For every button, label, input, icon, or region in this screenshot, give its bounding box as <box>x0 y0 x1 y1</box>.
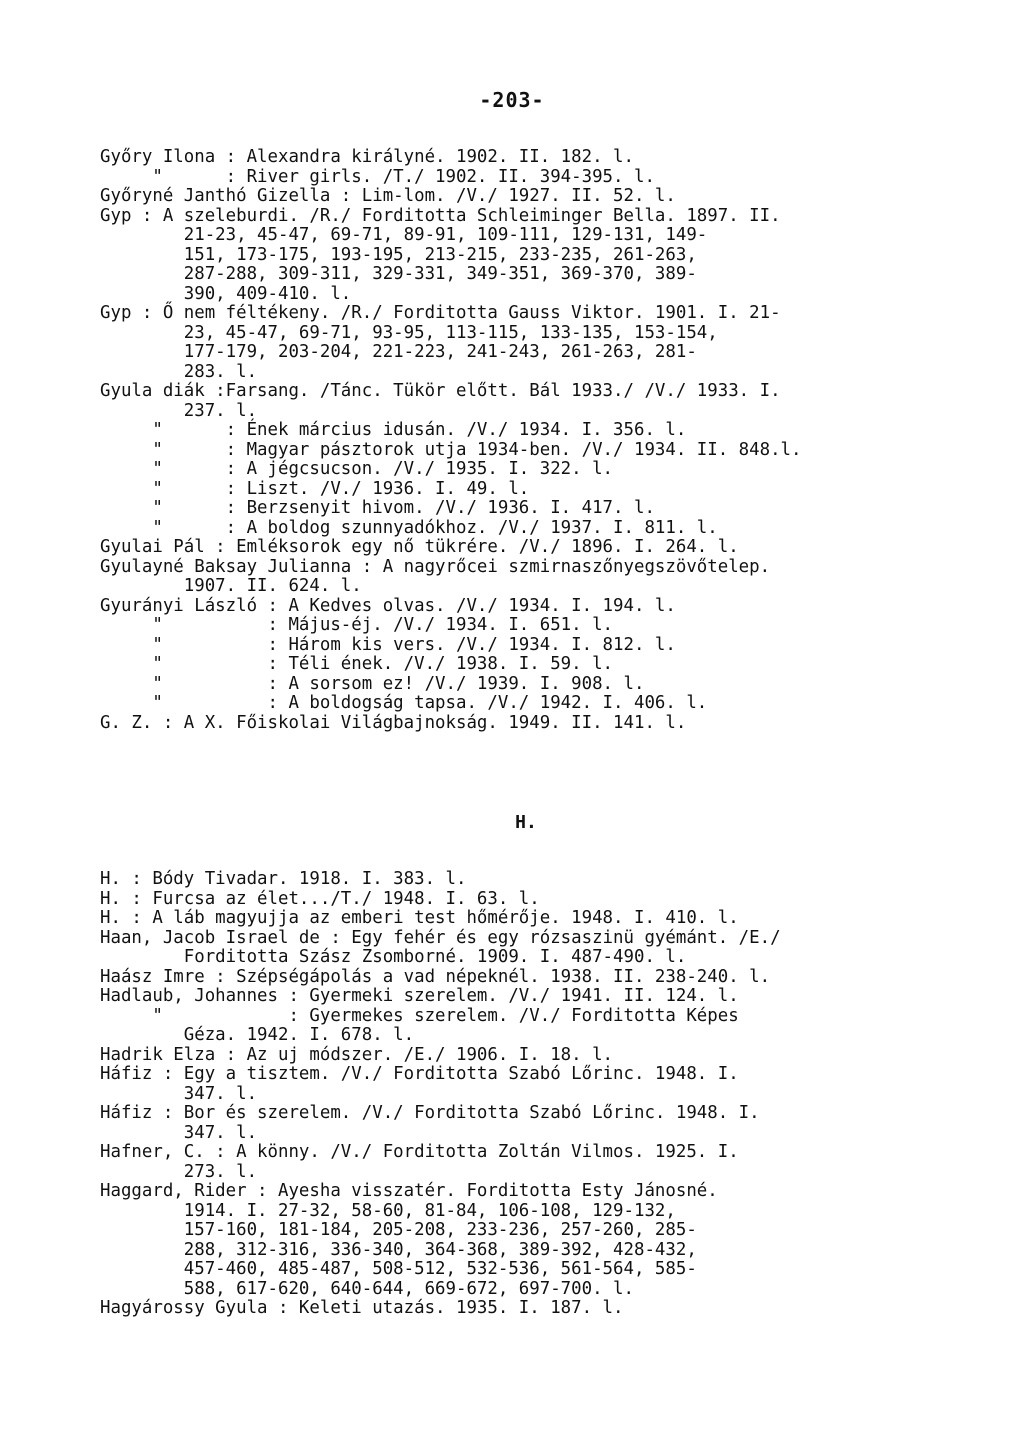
bibliography-line: Hadlaub, Johannes : Gyermeki szerelem. /V./ 1941. II. 124. l. <box>100 986 739 1006</box>
bibliography-line: 151, 173-175, 193-195, 213-215, 233-235, 261-263, <box>100 244 697 265</box>
bibliography-line: " : Berzsenyit hivom. /V./ 1936. I. 417. l. <box>100 498 655 518</box>
bibliography-line: 23, 45-47, 69-71, 93-95, 113-115, 133-135, 153-154, <box>100 322 718 343</box>
bibliography-line: 157-160, 181-184, 205-208, 233-236, 257-260, 285- <box>100 1220 697 1240</box>
bibliography-line: 588, 617-620, 640-644, 669-672, 697-700. l. <box>100 1278 634 1299</box>
bibliography-line: Hagyárossy Gyula : Keleti utazás. 1935. I. 187. l. <box>100 1298 624 1318</box>
bibliography-line: 347. l. <box>100 1122 258 1143</box>
bibliography-line: Háfiz : Bor és szerelem. /V./ Forditotta Szabó Lőrinc. 1948. I. <box>100 1103 760 1123</box>
bibliography-line: H. : Furcsa az élet.../T./ 1948. I. 63. l. <box>100 888 540 909</box>
section-heading-h: H. <box>515 812 537 833</box>
bibliography-line: 347. l. <box>100 1083 258 1104</box>
bibliography-line: Győry Ilona : Alexandra királyné. 1902. II. 182. l. <box>100 147 634 167</box>
bibliography-line: " : A sorsom ez! /V./ 1939. I. 908. l. <box>100 673 645 694</box>
entries-h-section <box>100 870 1000 1319</box>
bibliography-line: 21-23, 45-47, 69-71, 89-91, 109-111, 129-131, 149- <box>100 225 708 245</box>
bibliography-line: 1914. I. 27-32, 58-60, 81-84, 106-108, 129-132, <box>100 1200 676 1221</box>
bibliography-line: " : Magyar pásztorok utja 1934-ben. /V./ 1934. II. 848.l. <box>100 439 802 460</box>
bibliography-line: G. Z. : A X. Főiskolai Világbajnokság. 1949. II. 141. l. <box>100 712 687 733</box>
bibliography-line: Gyula diák :Farsang. /Tánc. Tükör előtt. Bál 1933./ /V./ 1933. I. <box>100 381 781 401</box>
bibliography-line: Haggard, Rider : Ayesha visszatér. Forditotta Esty Jánosné. <box>100 1181 718 1201</box>
bibliography-line: " : A jégcsucson. /V./ 1935. I. 322. l. <box>100 459 614 479</box>
bibliography-line: Gyulai Pál : Emléksorok egy nő tükrére. /V./ 1896. I. 264. l. <box>100 537 739 557</box>
bibliography-line: H. : Bódy Tivadar. 1918. I. 383. l. <box>100 869 467 889</box>
bibliography-line: " : Gyermekes szerelem. /V./ Forditotta Képes <box>100 1005 739 1026</box>
bibliography-line: 288, 312-316, 336-340, 364-368, 389-392, 428-432, <box>100 1239 697 1260</box>
bibliography-line: Háfiz : Egy a tisztem. /V./ Forditotta Szabó Lőrinc. 1948. I. <box>100 1064 739 1084</box>
entries-gy-section <box>100 148 1000 733</box>
bibliography-line: " : Téli ének. /V./ 1938. I. 59. l. <box>100 654 614 674</box>
bibliography-line: Gyp : A szeleburdi. /R./ Forditotta Schleiminger Bella. 1897. II. <box>100 205 781 226</box>
bibliography-line: Győryné Janthó Gizella : Lim-lom. /V./ 1927. II. 52. l. <box>100 186 676 206</box>
bibliography-line: Forditotta Szász Zsomborné. 1909. I. 487-490. l. <box>100 947 687 967</box>
bibliography-line: Gyulayné Baksay Julianna : A nagyrőcei szmirnaszőnyegszövőtelep. <box>100 556 771 577</box>
bibliography-line: 273. l. <box>100 1161 258 1182</box>
bibliography-line: 283. l. <box>100 361 258 382</box>
bibliography-line: Hafner, C. : A könny. /V./ Forditotta Zoltán Vilmos. 1925. I. <box>100 1142 739 1162</box>
bibliography-line: Géza. 1942. I. 678. l. <box>100 1025 415 1045</box>
bibliography-line: " : A boldog szunnyadókhoz. /V./ 1937. I. 811. l. <box>100 517 718 538</box>
bibliography-line: Gyp : Ő nem féltékeny. /R./ Forditotta Gauss Viktor. 1901. I. 21- <box>100 303 781 323</box>
bibliography-line: 457-460, 485-487, 508-512, 532-536, 561-564, 585- <box>100 1259 697 1279</box>
bibliography-line: Haan, Jacob Israel de : Egy fehér és egy rózsaszinü gyémánt. /E./ <box>100 927 781 948</box>
bibliography-line: " : Három kis vers. /V./ 1934. I. 812. l. <box>100 634 676 655</box>
bibliography-line: H. : A láb magyujja az emberi test hőmérője. 1948. I. 410. l. <box>100 908 739 928</box>
bibliography-line: " : Liszt. /V./ 1936. I. 49. l. <box>100 478 530 499</box>
bibliography-line: Hadrik Elza : Az uj módszer. /E./ 1906. I. 18. l. <box>100 1044 614 1065</box>
bibliography-line: 177-179, 203-204, 221-223, 241-243, 261-263, 281- <box>100 342 697 362</box>
bibliography-line: 390, 409-410. l. <box>100 283 352 304</box>
bibliography-line: " : A boldogság tapsa. /V./ 1942. I. 406. l. <box>100 693 708 713</box>
bibliography-line: " : Ének március idusán. /V./ 1934. I. 356. l. <box>100 420 687 440</box>
page-number: -203- <box>479 88 545 112</box>
bibliography-line: " : Május-éj. /V./ 1934. I. 651. l. <box>100 615 614 635</box>
bibliography-line: 237. l. <box>100 400 258 421</box>
bibliography-line: " : River girls. /T./ 1902. II. 394-395. l. <box>100 166 655 187</box>
bibliography-line: 1907. II. 624. l. <box>100 576 362 596</box>
bibliography-line: Gyurányi László : A Kedves olvas. /V./ 1934. I. 194. l. <box>100 595 676 616</box>
bibliography-line: Haász Imre : Szépségápolás a vad népeknél. 1938. II. 238-240. l. <box>100 966 771 987</box>
bibliography-line: 287-288, 309-311, 329-331, 349-351, 369-370, 389- <box>100 264 697 284</box>
